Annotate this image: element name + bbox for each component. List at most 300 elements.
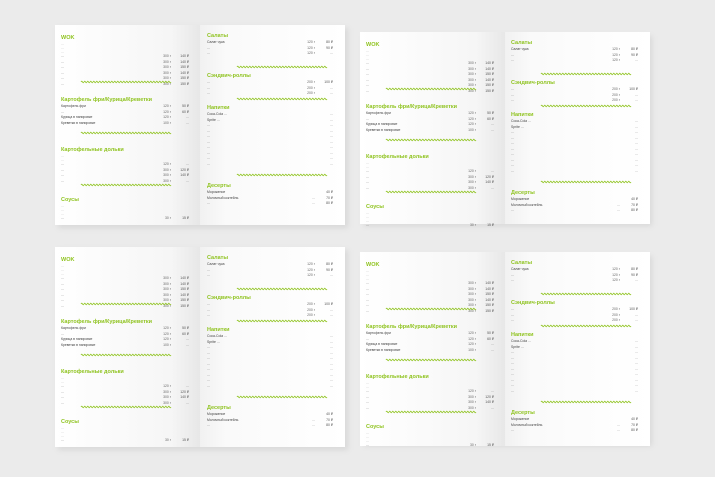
item-size: 300 г [163,54,171,58]
item-size: 300 г [163,276,171,280]
menu-section [511,80,638,104]
section-description: … [61,46,65,50]
item-name: … [511,141,515,145]
item-size: 200 г [612,87,620,91]
item-price: … [329,134,333,138]
item-price: 140 ₽ [180,276,189,280]
wavy-divider-icon [541,292,631,296]
item-size: 300 г [163,400,171,405]
section-description: … [61,434,65,438]
item-price: 150 ₽ [180,287,189,291]
item-name: … [207,156,211,160]
item-name: … [366,443,370,447]
item-price: 70 ₽ [631,202,638,207]
item-price: 150 ₽ [180,298,189,302]
item-size: 300 г [468,405,476,410]
item-size: 120 г [163,331,171,336]
item-price: 50 ₽ [487,111,494,115]
item-name: Мороженое [207,190,226,194]
menu-section [511,112,638,174]
wavy-divider-icon [81,183,171,187]
item-name: … [61,438,65,442]
item-name: Салат чука [511,47,529,51]
menu-page-right [505,252,650,446]
item-size: 120 г [163,115,171,119]
menu-section [366,374,494,411]
item-price: 40 ₽ [326,412,333,416]
item-name: … [511,350,515,354]
item-price: 80 ₽ [326,201,333,205]
item-name: … [366,400,370,404]
item-price: 70 ₽ [326,417,333,422]
item-size: 120 г [307,262,315,266]
wavy-divider [237,97,327,101]
item-price: 100 ₽ [324,80,333,84]
wavy-divider [541,400,631,404]
section-title: Сэндвич-роллы [207,73,251,79]
item-price: … [634,146,638,151]
section-title: Картофельные дольки [366,154,429,160]
item-price: 150 ₽ [180,303,189,308]
item-name: … [207,267,211,272]
item-size: 300 г [163,395,171,399]
item-name: Креветки в панировке [366,127,401,132]
section-title: Картофельные дольки [61,369,124,375]
item-size: 300 г [163,292,171,297]
menu-section [511,300,638,324]
item-name: … [511,87,515,91]
item-price: … [185,162,189,166]
section-title: Соусы [61,197,79,203]
menu-sheet-top-right [360,32,650,227]
item-name: … [207,201,211,205]
item-name: Курица в панировке [366,342,398,346]
item-price: 90 ₽ [326,267,333,272]
item-price: 80 ₽ [631,428,638,432]
wavy-divider-icon [237,319,327,323]
menu-section [61,369,189,406]
section-title: WOK [61,35,75,41]
item-size: 100 г [163,120,171,125]
item-name: Салат чука [511,267,529,271]
menu-item [207,91,333,97]
item-price: 60 ₽ [182,331,189,336]
item-size: 120 г [163,326,171,330]
item-name: … [366,281,370,285]
menu-item [511,208,638,214]
menu-item [207,201,333,207]
wavy-divider [237,173,327,177]
item-price: … [329,307,333,312]
item-price: 100 ₽ [629,307,638,311]
item-name: … [207,356,211,360]
item-name: … [207,372,211,377]
wavy-divider [541,324,631,328]
item-price: 60 ₽ [487,336,494,341]
section-description: … [61,204,65,208]
item-price: 50 ₽ [487,331,494,335]
item-size: 300 г [468,297,476,302]
item-size: 300 г [468,174,476,179]
item-size: 120 г [468,389,476,393]
section-title: Десерты [207,183,231,189]
section-title: Картофель фри/Курица/Креветки [366,104,458,110]
section-title: WOK [366,42,380,48]
item-name: … [61,287,65,291]
menu-item [366,443,494,449]
item-size: 300 г [468,77,476,82]
item-name: … [511,52,515,57]
item-name: … [207,91,211,95]
menu-section [511,40,638,64]
item-size: 120 г [163,384,171,388]
menu-page-left [55,25,200,225]
item-size: 30 г [165,216,171,220]
section-description: … [366,57,370,61]
wavy-divider-icon [237,97,327,101]
item-price: … [490,169,494,173]
section-title: Напитки [207,105,230,111]
item-price: 150 ₽ [485,72,494,76]
item-price: 140 ₽ [485,77,494,82]
item-size: 200 г [612,98,620,102]
menu-item [511,58,638,64]
section-description: … [61,42,65,46]
item-price: 140 ₽ [180,173,189,177]
section-title: Картофель фри/Курица/Креветки [366,324,458,330]
item-size: 300 г [163,167,171,172]
item-name: Салат чука [207,262,225,266]
item-size: 200 г [307,91,315,95]
item-price: 50 ₽ [182,326,189,330]
wavy-divider [541,292,631,296]
item-size: … [616,428,620,432]
item-price: … [634,130,638,134]
wavy-divider [386,307,476,311]
item-price: 90 ₽ [631,272,638,277]
item-name: … [61,281,65,286]
item-price: … [185,342,189,347]
item-name: … [511,58,515,62]
menu-page-right [200,25,345,225]
item-price: … [329,361,333,366]
section-description: … [61,268,65,272]
section-title: Салаты [207,33,229,39]
item-name: … [366,185,370,190]
item-price: 140 ₽ [485,400,494,404]
item-name: Sprite … [207,117,221,122]
item-size: 300 г [163,76,171,80]
section-description: … [61,380,65,384]
wavy-divider-icon [237,395,327,399]
item-name: … [366,174,370,179]
item-price: … [634,124,638,129]
item-name: … [511,388,515,393]
section-title: Картофель фри/Курица/Креветки [61,319,153,325]
wavy-divider [81,80,171,84]
menu-item [511,428,638,434]
item-size: 120 г [163,337,171,341]
item-size: 120 г [612,52,620,57]
item-name: … [511,361,515,365]
item-size: 120 г [163,104,171,108]
menu-section [207,73,333,97]
item-price: 150 ₽ [485,292,494,296]
item-name: … [511,272,515,277]
item-price: 140 ₽ [180,70,189,75]
item-price: … [329,345,333,349]
section-title: Напитки [207,327,230,333]
item-size: … [616,202,620,207]
item-size: 100 г [468,127,476,132]
item-price: … [329,145,333,149]
item-price: … [490,127,494,132]
item-name: Молочный коктейль [207,195,239,200]
menu-section [207,405,333,429]
item-price: … [329,91,333,95]
item-name: … [511,98,515,102]
wavy-divider [237,319,327,323]
item-name: Мороженое [207,412,226,416]
menu-section [207,327,333,389]
item-price: 80 ₽ [631,208,638,212]
item-name: … [61,400,65,405]
item-price: … [634,92,638,97]
wavy-divider [81,353,171,357]
menu-section [61,97,189,126]
item-price: … [185,178,189,183]
wavy-divider [237,65,327,69]
menu-section [207,105,333,167]
item-name: Coca-Cola … [511,119,532,123]
item-name: Салат чука [207,40,225,44]
section-description: … [366,161,370,165]
item-price: 40 ₽ [631,197,638,201]
item-price: … [634,163,638,167]
item-price: … [329,112,333,116]
menu-section [61,319,189,348]
item-name: … [61,331,65,336]
item-name: Coca-Cola … [207,334,228,338]
item-price: 140 ₽ [180,54,189,58]
item-price: 100 ₽ [629,87,638,91]
item-price: 120 ₽ [485,174,494,179]
item-price: 60 ₽ [487,116,494,121]
item-size: 120 г [307,273,315,277]
item-price: … [329,372,333,377]
wavy-divider [81,183,171,187]
section-description: … [366,269,370,273]
wavy-divider [386,190,476,194]
item-price: 120 ₽ [485,394,494,399]
item-size: 200 г [612,307,620,311]
menu-section [511,332,638,394]
item-size: … [311,423,315,427]
item-price: … [634,366,638,371]
item-price: 120 ₽ [180,167,189,172]
item-size: 120 г [307,267,315,272]
item-name: … [511,312,515,317]
menu-item [511,98,638,104]
menu-section [511,260,638,284]
section-description: … [366,273,370,277]
item-name: Молочный коктейль [511,422,543,427]
item-name: … [61,395,65,399]
section-title: Сэндвич-роллы [207,295,251,301]
item-name: … [61,384,65,388]
item-name: … [366,72,370,76]
wavy-divider [81,405,171,409]
item-name: … [511,383,515,387]
item-size: 200 г [307,80,315,84]
section-title: Салаты [511,260,533,266]
item-name: Coca-Cola … [207,112,228,116]
item-size: 200 г [307,307,315,312]
item-name: … [511,163,515,167]
menu-section [207,295,333,319]
item-price: … [329,350,333,355]
item-name: … [207,345,211,349]
item-name: … [207,367,211,371]
item-size: 300 г [468,66,476,71]
item-price: 80 ₽ [326,262,333,266]
item-size: 300 г [468,180,476,184]
item-size: … [311,201,315,205]
item-price: … [490,389,494,393]
section-description: … [61,212,65,216]
item-price: 140 ₽ [180,59,189,64]
item-size: 300 г [468,185,476,190]
section-description: … [61,376,65,380]
item-name: … [61,389,65,394]
item-price: 150 ₽ [180,81,189,86]
menu-item [511,169,638,175]
item-size: 120 г [468,169,476,173]
item-price: … [490,185,494,190]
section-description: … [366,439,370,443]
item-name: … [511,318,515,322]
section-description: … [366,381,370,385]
wavy-divider-icon [386,138,476,142]
item-price: 15 ₽ [487,223,494,227]
item-name: … [61,54,65,58]
item-size: 120 г [307,45,315,50]
item-size: 200 г [612,312,620,317]
item-name: … [366,61,370,65]
item-name: … [61,173,65,177]
item-name: … [511,152,515,156]
item-name: … [61,65,65,69]
item-price: … [634,152,638,156]
item-price: 140 ₽ [485,286,494,291]
item-name: … [61,109,65,114]
item-name: … [207,302,211,306]
item-price: 140 ₽ [485,66,494,71]
item-name: … [61,276,65,280]
item-size: 300 г [468,286,476,291]
item-size: 300 г [163,287,171,291]
item-size: 120 г [468,336,476,341]
menu-page-left [360,32,505,227]
wavy-divider-icon [386,358,476,362]
wavy-divider [541,104,631,108]
item-name: … [511,307,515,311]
wavy-divider-icon [81,131,171,135]
item-size: 120 г [307,40,315,44]
section-description: … [366,53,370,57]
menu-page-left [55,247,200,447]
item-name: … [61,167,65,172]
item-price: 70 ₽ [326,195,333,200]
menu-item [61,343,189,349]
item-name: … [207,273,211,277]
item-name: Картофель фри [366,331,391,335]
item-name: … [61,76,65,80]
menu-item [207,384,333,390]
item-name: … [511,92,515,97]
item-price: … [634,355,638,360]
section-description: … [366,385,370,389]
section-title: Картофель фри/Курица/Креветки [61,97,153,103]
item-name: … [511,355,515,360]
item-price: … [634,318,638,322]
item-size: 120 г [468,111,476,115]
item-price: … [329,85,333,90]
menu-section [366,154,494,191]
wavy-divider-icon [541,324,631,328]
menu-item [207,273,333,279]
item-name: … [207,128,211,133]
menu-section [511,190,638,214]
section-description: … [61,158,65,162]
item-size: 300 г [163,81,171,86]
item-price: … [634,119,638,123]
menu-item [366,128,494,134]
section-description: … [366,277,370,281]
menu-item [511,389,638,395]
menu-section [207,33,333,57]
menu-item [207,162,333,168]
item-name: … [207,378,211,382]
item-price: … [634,361,638,365]
wavy-divider-icon [81,405,171,409]
item-size: 300 г [163,303,171,308]
item-name: … [366,180,370,184]
item-name: … [207,307,211,312]
item-price: 140 ₽ [180,292,189,297]
item-name: … [366,297,370,302]
item-price: … [634,157,638,162]
menu-item [511,318,638,324]
item-name: Картофель фри [61,104,86,108]
item-name: … [366,308,370,313]
section-description: … [61,264,65,268]
wavy-divider [237,395,327,399]
item-price: 50 ₽ [182,104,189,108]
item-price: 140 ₽ [180,281,189,286]
item-price: … [634,344,638,349]
item-price: … [634,58,638,62]
section-description: … [366,211,370,215]
item-name: Креветки в панировке [61,120,96,125]
item-size: 100 г [468,347,476,352]
item-price: 150 ₽ [485,308,494,313]
item-price: 80 ₽ [326,423,333,427]
section-description: … [61,430,65,434]
section-title: Сэндвич-роллы [511,80,555,86]
item-price: … [329,313,333,317]
menu-section [61,147,189,184]
